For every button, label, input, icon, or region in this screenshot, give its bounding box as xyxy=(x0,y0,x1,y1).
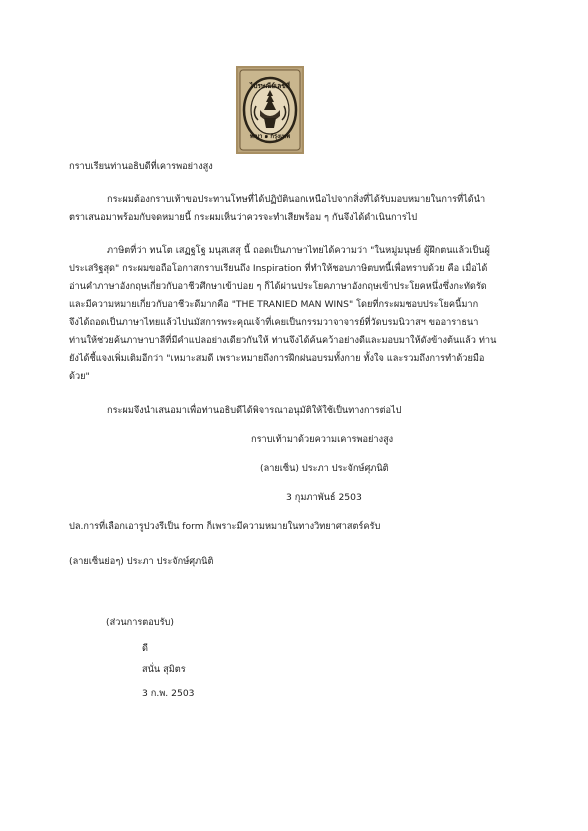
paragraph-2-line-5: จึงได้ถอดเป็นภาษาไทยแล้วไปนมัสการพระคุณเจ้าที่เคยเป็นกรรมวาจาจารย์ที่วัดบรมนิวาสฯ ขออาราธนา xyxy=(69,317,479,328)
paragraph-2-line-1: ภาษิตที่ว่า ทนโต เสฏฐโฐ มนุสเสสุ นี้ ถอดเป็นภาษาไทยได้ความว่า "ในหมู่มนุษย์ ผู้ฝึกตนแล้วเป็นผู้ xyxy=(107,245,490,256)
seal-graphic xyxy=(236,66,304,154)
closing: กราบเท้ามาด้วยความเคารพอย่างสูง xyxy=(251,434,394,445)
initials: (ลายเซ็นย่อๆ) ประภา ประจักษ์ศุภนิติ xyxy=(69,556,214,567)
letter-date: 3 กุมภาพันธ์ 2503 xyxy=(286,492,362,503)
postscript: ปล.การที่เลือกเอารูปวงรีเป็น form ก็เพราะมีความหมายในทางวิทยาศาสตร์ครับ xyxy=(69,521,381,532)
salutation: กราบเรียนท่านอธิบดีที่เคารพอย่างสูง xyxy=(69,161,213,172)
paragraph-2-line-4: และมีความหมายเกี่ยวกับอาชีวะดีมากคือ "THE TRANIED MAN WINS" โดยที่กระผมชอบประโยคนี้มาก xyxy=(69,299,479,310)
paragraph-2-line-6: ท่านให้ช่วยค้นภาษาบาลีที่มีคำแปลอย่างเดียวกันให้ ท่านจึงได้ค้นคว้าอย่างดีและมอบมาให้ดังข้างต้นแล้ว ท่าน xyxy=(69,335,497,346)
seal-inscription-top: ไปรษณีย์เลขที่ xyxy=(250,82,290,90)
paragraph-2-line-7: ยังได้ชี้แจงเพิ่มเติมอีกว่า "เหมาะสมดี เพราะหมายถึงการฝึกฝนอบรมทั้งกาย ทั้งใจ และรวมถึงการทำด้วยมือ xyxy=(69,353,485,364)
paragraph-2-line-8: ด้วย" xyxy=(69,371,90,382)
paragraph-1-line-2: ตราเสนอมาพร้อมกับจดหมายนี้ กระผมเห็นว่าควรจะทำเสียพร้อม ๆ กันจึงได้ดำเนินการไป xyxy=(69,212,418,223)
paragraph-1-line-1: กระผมต้องกราบเท้าขอประทานโทษที่ได้ปฏิบัตินอกเหนือไปจากสิ่งที่ได้รับมอบหมายในการที่ได้นำ xyxy=(107,194,486,205)
emblem-seal-icon xyxy=(236,66,304,154)
paragraph-3: กระผมจึงนำเสนอมาเพื่อท่านอธิบดีได้พิจารณาอนุมัติให้ใช้เป็นทางการต่อไป xyxy=(107,405,402,416)
reply-verdict: ดี xyxy=(142,643,148,654)
signature: (ลายเซ็น) ประภา ประจักษ์ศุภนิติ xyxy=(260,463,389,474)
reply-name: สนั่น สุมิตร xyxy=(142,664,186,675)
paragraph-2-line-2: ประเสริฐสุด" กระผมขอถือโอกาสกราบเรียนถึง Inspiration ที่ทำให้ชอบภาษิตบทนี้เพื่อทราบด้วย คือ เมื่อได้ xyxy=(69,263,488,274)
seal-inscription-bottom: พญา ๑ กรุงเทพ xyxy=(249,133,291,140)
reply-heading: (ส่วนการตอบรับ) xyxy=(106,617,174,628)
paragraph-2-line-3: อ่านคำภาษาอังกฤษเกี่ยวกับอาชีวศึกษาเข้าบ่อย ๆ ก็ได้ผ่านประโยคภาษาอังกฤษเข้าประโยคหนึ่งซึ่งกะทัดรัด xyxy=(69,281,487,292)
reply-date: 3 ก.พ. 2503 xyxy=(142,688,195,699)
